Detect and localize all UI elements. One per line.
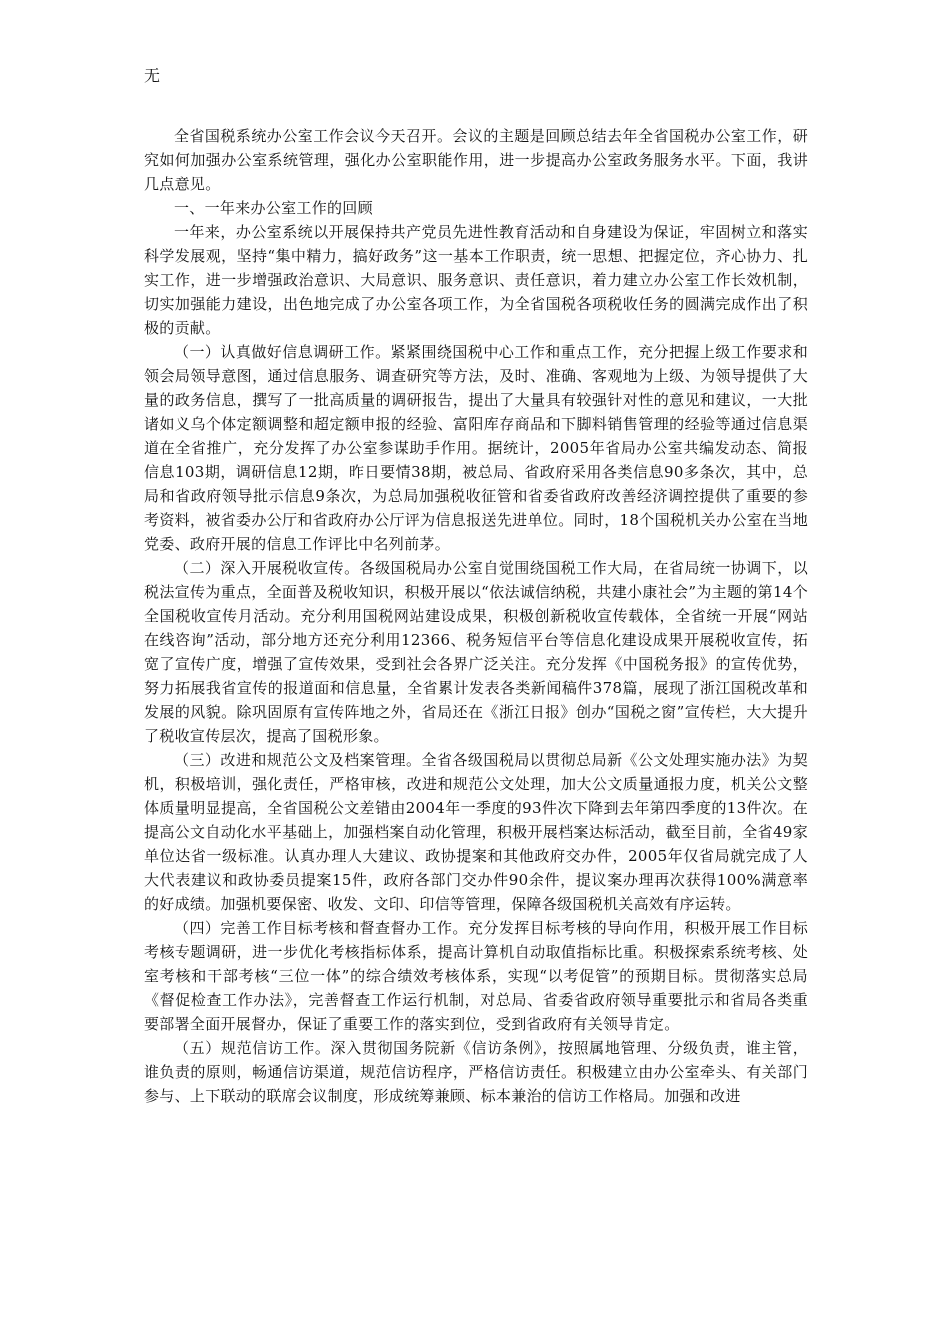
document-body [144, 124, 808, 1108]
paragraph-item-3: （三）改进和规范公文及档案管理。全省各级国税局以贯彻总局新《公文处理实施办法》为契机，积极培训，强化责任，严格审核，改进和规范公文处理，加大公文质量通报力度，机关公文整体质量明显提高，全省国税公文差错由2004年一季度的93件次下降到去年第四季度的13件次。在提高公文自动化水平基础上，加强档案自动化管理，积极开展档案达标活动，截至目前，全省49家单位达省一级标准。认真办理人大建议、政协提案和其他政府交办件，2005年仅省局就完成了人大代表建议和政协委员提案15件，政府各部门交办件90余件，提议案办理再次获得100%满意率的好成绩。加强机要保密、收发、文印、印信等管理，保障各级国税机关高效有序运转。 [144, 751, 808, 913]
paragraph-intro: 全省国税系统办公室工作会议今天召开。会议的主题是回顾总结去年全省国税办公室工作，研究如何加强办公室系统管理，强化办公室职能作用，进一步提高办公室政务服务水平。下面，我讲几点意见。 [144, 127, 808, 193]
paragraph-overview: 一年来，办公室系统以开展保持共产党员先进性教育活动和自身建设为保证，牢固树立和落实科学发展观，坚持“集中精力，搞好政务”这一基本工作职责，统一思想、把握定位，齐心协力、扎实工作，进一步增强政治意识、大局意识、服务意识、责任意识，着力建立办公室工作长效机制，切实加强能力建设，出色地完成了办公室各项工作，为全省国税各项税收任务的圆满完成作出了积极的贡献。 [144, 223, 808, 337]
paragraph-item-4: （四）完善工作目标考核和督查督办工作。充分发挥目标考核的导向作用，积极开展工作目标考核专题调研，进一步优化考核指标体系，提高计算机自动取值指标比重。积极探索系统考核、处室考核和干部考核“三位一体”的综合绩效考核体系，实现“以考促管”的预期目标。贯彻落实总局《督促检查工作办法》，完善督查工作运行机制，对总局、省委省政府领导重要批示和省局各类重要部署全面开展督办，保证了重要工作的落实到位，受到省政府有关领导肯定。 [144, 919, 808, 1033]
paragraph-item-2: （二）深入开展税收宣传。各级国税局办公室自觉围绕国税工作大局，在省局统一协调下，以税法宣传为重点，全面普及税收知识，积极开展以“依法诚信纳税，共建小康社会”为主题的第14个全国税收宣传月活动。充分利用国税网站建设成果，积极创新税收宣传载体，全省统一开展“网站在线咨询”活动，部分地方还充分利用12366、税务短信平台等信息化建设成果开展税收宣传，拓宽了宣传广度，增强了宣传效果，受到社会各界广泛关注。充分发挥《中国税务报》的宣传优势，努力拓展我省宣传的报道面和信息量，全省累计发表各类新闻稿件378篇，展现了浙江国税改革和发展的风貌。除巩固原有宣传阵地之外，省局还在《浙江日报》创办“国税之窗”宣传栏，大大提升了税收宣传层次，提高了国税形象。 [144, 559, 808, 745]
header-mark: 无 [144, 66, 161, 85]
paragraph-item-1: （一）认真做好信息调研工作。紧紧围绕国税中心工作和重点工作，充分把握上级工作要求和领会局领导意图，通过信息服务、调查研究等方法，及时、准确、客观地为上级、为领导提供了大量的政务信息，撰写了一批高质量的调研报告，提出了大量具有较强针对性的意见和建议，一大批诸如义乌个体定额调整和超定额申报的经验、富阳库存商品和下脚料销售管理的经验等通过信息渠道在全省推广，充分发挥了办公室参谋助手作用。据统计，2005年省局办公室共编发动态、简报信息103期，调研信息12期，昨日要情38期，被总局、省政府采用各类信息90多条次，其中，总局和省政府领导批示信息9条次，为总局加强税收征管和省委省政府改善经济调控提供了重要的参考资料，被省委办公厅和省政府办公厅评为信息报送先进单位。同时，18个国税机关办公室在当地党委、政府开展的信息工作评比中名列前茅。 [144, 343, 808, 553]
section-heading: 一、一年来办公室工作的回顾 [174, 199, 373, 217]
paragraph-item-5: （五）规范信访工作。深入贯彻国务院新《信访条例》，按照属地管理、分级负责，谁主管，谁负责的原则，畅通信访渠道，规范信访程序，严格信访责任。积极建立由办公室牵头、有关部门参与、上下联动的联席会议制度，形成统筹兼顾、标本兼治的信访工作格局。加强和改进 [144, 1039, 808, 1105]
